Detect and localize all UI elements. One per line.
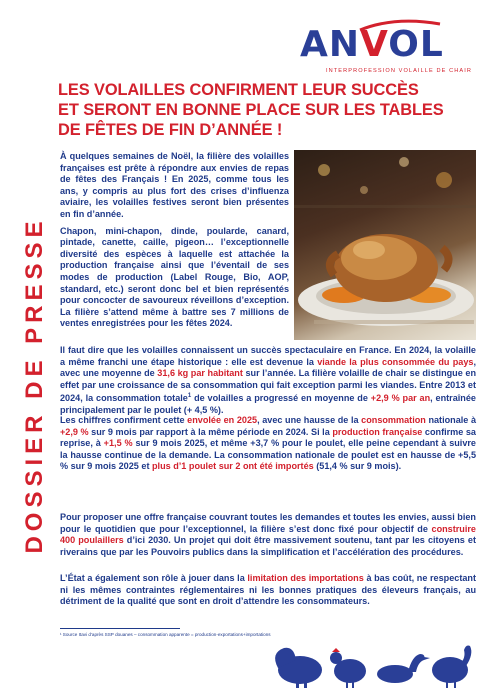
paragraph-poultry-houses: Pour proposer une offre française couvrant toutes les demandes et toutes les envies, aussi bien pour le quotidien que pour l’exceptionnel, la filière s’est donc fixé pour objectif de construire 400 poulaillers d’ici 2030. Un projet qui doit être massivement soutenu, tant par les citoyens et riverains que par les Pouvoirs publics dans la simplification et l’accélération des procédures. (60, 512, 476, 557)
footnote-divider (60, 628, 180, 629)
paragraph-imports: L’État a également son rôle à jouer dans la limitation des importations à bas coût, ne respectant ni les mêmes contraintes réglementaires ni les bonnes pratiques des éleveurs français, au détriment de la qualité que sont en droit d’attendre les consommateurs. (60, 573, 477, 607)
anvol-logo (300, 18, 480, 78)
duck-icon (377, 654, 430, 683)
intro-paragraph: À quelques semaines de Noël, la filière des volailles françaises est prête à répondre aux envies de repas de fêtes des Français ! En 2025, comme tous les ans, y compris au plus fort des crises d’influenza aviaire, les volailles festives seront bien présentes en fin d’année. (60, 151, 289, 219)
paragraph-consumption: Il faut dire que les volailles connaissent un succès spectaculaire en France. En 2024, la volaille a même franchi une étape historique : elle est devenue la viande la plus consommée du pays, avec une moyenne de 31,6 kg par habitant sur l’année. La filière volaille de chair se distingue en effet par une croissance de sa consommation qui fait exception parmi les viandes. Entre 2013 et 2024, la consommation totale$^1$ de volailles a progressé en moyenne de +2,9 % par an, entraînée principalement par le poulet (+ 4,5 %). (60, 345, 476, 415)
vertical-label: DOSSIER DE PRESSE (21, 216, 48, 554)
title-line: ET SERONT EN BONNE PLACE SUR LES TABLES (58, 101, 444, 119)
intro-paragraph: Chapon, mini-chapon, dinde, poularde, canard, pintade, canette, caille, pigeon… l’exceptionnelle diversité des espèces à laquelle est attachée la production française ainsi que l’éventail de ses modes de production (Label Rouge, Bio, AOP, standard, etc.) seront donc bel et bien représentés pour concocter de savoureux réveillons d’exception. La filière s’attend même à battre ses 7 millions de ventes enregistrées pour les fêtes 2024. (60, 225, 289, 329)
logo-wordmark: ANVOL (300, 24, 444, 65)
hen-icon (330, 648, 366, 688)
title-line: LES VOLAILLES CONFIRMENT LEUR SUCCÈS (58, 81, 419, 99)
poultry-silhouettes (270, 638, 480, 688)
guinea-fowl-icon (432, 646, 471, 689)
footnote: ¹ Source Itavi d’après SSP douanes – consommation apparente = production-exportations+importations (60, 632, 271, 637)
roast-poultry-photo (294, 150, 476, 340)
intro-column (60, 151, 289, 335)
logo-subtitle: INTERPROFESSION VOLAILLE DE CHAIR (326, 68, 473, 74)
title-line: DE FÊTES DE FIN D’ANNÉE ! (58, 121, 283, 139)
turkey-icon (275, 648, 322, 688)
page-title (58, 80, 453, 140)
paragraph-figures-2025: Les chiffres confirment cette envolée en 2025, avec une hausse de la consommation nationale à +2,9 % sur 9 mois par rapport à la même période en 2024. Si la production française confirme sa reprise, à +1,5 % sur 9 mois 2025, et même +3,7 % pour le poulet, elle peine cependant à suivre la hausse continue de la demande. La consommation nationale de poulet est en hausse de +5,5 % sur 9 mois 2025 et plus d’1 poulet sur 2 ont été importés (51,4 % sur 9 mois). (60, 415, 477, 472)
